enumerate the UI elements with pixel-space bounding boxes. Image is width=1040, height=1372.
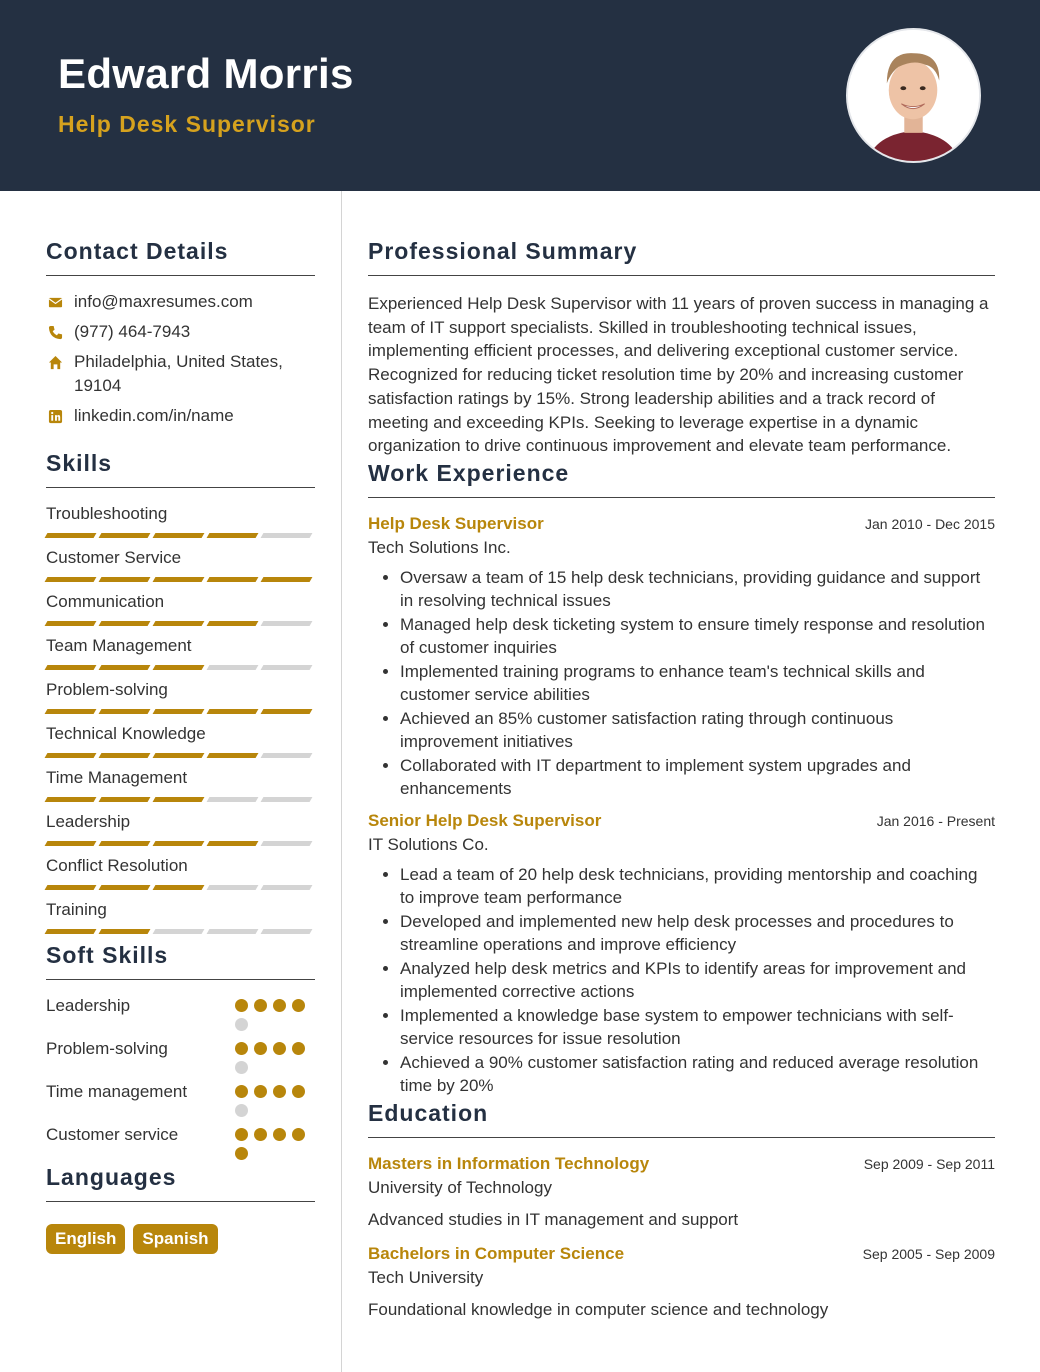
job-entry [368,811,995,1098]
skill-level-segment [261,621,313,626]
skill-level-segment [99,577,151,582]
skill-level-segment [99,885,151,890]
job-bullet: • Implemented training programs to enhance team's technical skills and customer service abilities [400,660,995,707]
job-company: IT Solutions Co. [368,834,489,854]
education-description: Foundational knowledge in computer science and technology [368,1299,829,1319]
contact-linkedin-text: linkedin.com/in/name [74,406,234,425]
job-bullet: • Oversaw a team of 15 help desk technicians, providing guidance and support in resolving technical issues [400,566,995,613]
skill-level-segment [45,929,97,934]
education-heading: Education [368,1100,995,1138]
skill-item [46,810,315,846]
skill-item [46,678,315,714]
soft-skill-item [46,1037,315,1074]
skill-level-segment [207,533,259,538]
skill-level-segment [45,841,97,846]
soft-skill-rating [235,994,315,1031]
skill-item [46,546,315,582]
skill-level-bar [46,753,315,758]
skill-level-segment [207,885,259,890]
home-icon [46,350,64,374]
rating-dot [292,1128,305,1141]
skill-name: Team Management [46,636,192,655]
skill-level-segment [99,665,151,670]
skill-level-segment [261,797,313,802]
contact-phone-text: (977) 464-7943 [74,322,191,341]
job-bullets [368,566,995,801]
rating-dot [235,1104,248,1117]
skill-level-segment [207,709,259,714]
soft-skill-rating [235,1037,315,1074]
rating-dot [273,999,286,1012]
skill-item [46,590,315,626]
skill-name: Training [46,900,107,919]
job-role: Senior Help Desk Supervisor [368,810,602,830]
job-bullet: • Achieved an 85% customer satisfaction rating through continuous improvement initiatives [400,707,995,754]
skill-level-segment [99,797,151,802]
education-entry [368,1244,995,1322]
rating-dot [235,1147,248,1160]
soft-skills-section [46,942,315,1160]
rating-dot [273,1085,286,1098]
skill-item [46,634,315,670]
rating-dot [292,1042,305,1055]
languages-heading: Languages [46,1164,315,1202]
skill-level-segment [207,621,259,626]
job-bullet: • Lead a team of 20 help desk technicians, providing mentorship and coaching to improve team performance [400,863,995,910]
soft-skill-rating [235,1123,315,1160]
skill-level-bar [46,577,315,582]
skills-heading: Skills [46,450,315,488]
skill-level-segment [45,753,97,758]
soft-skill-item [46,1123,315,1160]
skill-item [46,502,315,538]
avatar-illustration [848,30,979,161]
job-dates: Jan 2010 - Dec 2015 [865,515,995,532]
skill-level-bar [46,665,315,670]
skill-item [46,898,315,934]
language-badge: English [46,1224,125,1254]
summary-section [368,238,995,458]
language-badge: Spanish [133,1224,217,1254]
education-section [368,1100,995,1322]
skill-level-segment [153,885,205,890]
skill-name: Troubleshooting [46,504,168,523]
envelope-icon [46,290,64,314]
left-column [46,191,315,1254]
skill-name: Leadership [46,812,131,831]
education-entry [368,1154,995,1232]
skill-level-segment [207,577,259,582]
skill-level-segment [153,709,205,714]
skill-level-segment [261,709,313,714]
job-company: Tech Solutions Inc. [368,537,511,557]
rating-dot [254,1085,267,1098]
resume-header [0,0,1040,191]
rating-dot [235,1042,248,1055]
school-name: Tech University [368,1267,484,1287]
soft-skill-name: Leadership [46,996,131,1015]
contact-phone[interactable] [46,320,315,344]
skill-level-segment [261,533,313,538]
skill-level-segment [207,797,259,802]
skill-level-segment [45,709,97,714]
skill-name: Technical Knowledge [46,724,206,743]
rating-dot [273,1042,286,1055]
job-entry [368,514,995,801]
rating-dot [235,1085,248,1098]
contact-address-text: Philadelphia, United States, 19104 [74,352,283,395]
rating-dot [235,1061,248,1074]
phone-icon [46,320,64,344]
skill-level-segment [261,885,313,890]
skill-level-segment [99,533,151,538]
job-role: Help Desk Supervisor [368,513,544,533]
rating-dot [273,1128,286,1141]
job-bullet: • Managed help desk ticketing system to ensure timely response and resolution of customer inquiries [400,613,995,660]
skill-level-segment [45,533,97,538]
summary-heading: Professional Summary [368,238,995,276]
contact-linkedin[interactable] [46,404,315,428]
skill-name: Problem-solving [46,680,168,699]
skill-level-segment [45,665,97,670]
degree-name: Bachelors in Computer Science [368,1243,625,1263]
skill-level-bar [46,797,315,802]
skill-level-segment [261,929,313,934]
job-bullets [368,863,995,1098]
skill-level-segment [153,533,205,538]
summary-text: Experienced Help Desk Supervisor with 11 years of proven success in managing a team of IT support specialists. Skilled in troubleshooting technical issues, implementing efficient processes, and delivering exceptional customer service. Recognized for reducing ticket resolution time by 20% and increasing customer satisfaction ratings by 15%. Strong leadership abilities and a track record of meeting and exceeding KPIs. Seeking to leverage expertise in a dynamic organization to drive continuous improvement and elevate team performance. [368,294,989,456]
skill-level-segment [153,621,205,626]
linkedin-icon [46,404,64,428]
skill-level-segment [207,665,259,670]
skill-level-segment [99,621,151,626]
rating-dot [292,1085,305,1098]
skill-level-bar [46,929,315,934]
skill-level-segment [153,753,205,758]
rating-dot [254,1042,267,1055]
contact-email[interactable] [46,290,315,314]
skill-name: Communication [46,592,165,611]
skill-level-segment [99,709,151,714]
soft-skill-item [46,994,315,1031]
experience-section [368,460,995,1098]
rating-dot [235,1018,248,1031]
skill-item [46,766,315,802]
candidate-name: Edward Morris [58,50,354,97]
job-bullet: • Implemented a knowledge base system to empower technicians with self-service resources for issue resolution [400,1004,995,1051]
languages-list [46,1224,315,1254]
contact-section [46,238,315,428]
job-bullet: • Analyzed help desk metrics and KPIs to identify areas for improvement and implemented corrective actions [400,957,995,1004]
rating-dot [254,1128,267,1141]
skills-list [46,502,315,934]
contact-address [46,350,315,398]
skill-level-segment [99,753,151,758]
job-bullet: • Developed and implemented new help desk processes and procedures to streamline operations and improve efficiency [400,910,995,957]
skill-level-segment [153,665,205,670]
contact-heading: Contact Details [46,238,315,276]
skill-level-segment [207,929,259,934]
skill-level-segment [99,929,151,934]
education-dates: Sep 2009 - Sep 2011 [863,1155,995,1172]
skill-level-bar [46,533,315,538]
rating-dot [254,999,267,1012]
job-bullet: • Collaborated with IT department to implement system upgrades and enhancements [400,754,995,801]
skill-level-segment [207,841,259,846]
job-dates: Jan 2016 - Present [876,812,995,829]
soft-skill-rating [235,1080,315,1117]
skill-level-segment [261,841,313,846]
school-name: University of Technology [368,1177,552,1197]
skill-level-segment [45,797,97,802]
column-divider [341,191,342,1372]
skill-item [46,854,315,890]
candidate-title: Help Desk Supervisor [58,111,316,137]
education-description: Advanced studies in IT management and support [368,1209,739,1229]
skill-level-bar [46,841,315,846]
education-dates: Sep 2005 - Sep 2009 [862,1245,995,1262]
degree-name: Masters in Information Technology [368,1153,650,1173]
skill-name: Customer Service [46,548,182,567]
soft-skill-name: Problem-solving [46,1039,168,1058]
skill-level-segment [153,577,205,582]
rating-dot [235,1128,248,1141]
contact-list [46,290,315,428]
skill-level-segment [207,753,259,758]
skill-level-segment [99,841,151,846]
experience-heading: Work Experience [368,460,995,498]
skill-name: Conflict Resolution [46,856,188,875]
right-column [368,191,995,1322]
skill-level-bar [46,709,315,714]
rating-dot [235,999,248,1012]
soft-skill-name: Time management [46,1082,188,1101]
skills-section [46,450,315,934]
skill-level-segment [261,577,313,582]
soft-skill-name: Customer service [46,1125,179,1144]
languages-section [46,1164,315,1254]
skill-level-segment [45,621,97,626]
skill-level-segment [153,929,205,934]
skill-level-segment [45,577,97,582]
skill-level-segment [261,665,313,670]
soft-skills-list [46,994,315,1160]
skill-level-bar [46,885,315,890]
skill-level-segment [153,797,205,802]
skill-item [46,722,315,758]
skill-level-segment [261,753,313,758]
skill-level-segment [45,885,97,890]
skill-level-bar [46,621,315,626]
soft-skill-item [46,1080,315,1117]
skill-level-segment [153,841,205,846]
job-bullet: • Achieved a 90% customer satisfaction rating and reduced average resolution time by 20% [400,1051,995,1098]
soft-skills-heading: Soft Skills [46,942,315,980]
profile-photo [846,28,981,163]
rating-dot [292,999,305,1012]
contact-email-text: info@maxresumes.com [74,292,253,311]
skill-name: Time Management [46,768,188,787]
